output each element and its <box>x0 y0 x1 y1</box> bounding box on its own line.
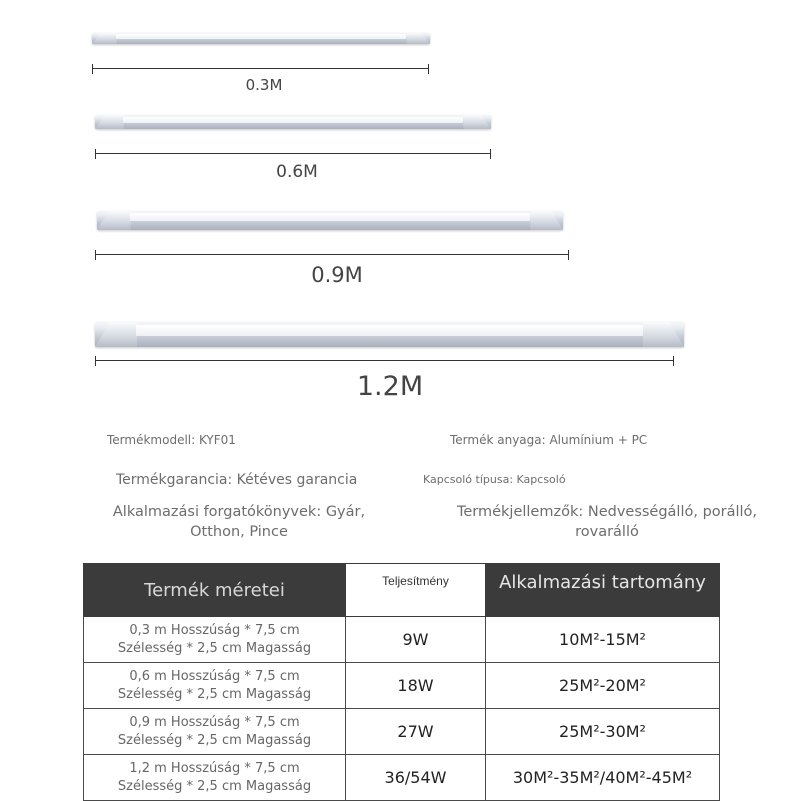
cell-power: 9W <box>346 617 486 663</box>
measure-line-06m <box>95 149 491 159</box>
measure-line-09m <box>95 250 569 260</box>
led-tube-09m <box>97 211 563 230</box>
spec-table <box>83 563 720 801</box>
length-label-06m: 0.6M <box>276 162 318 182</box>
cell-size <box>84 663 346 709</box>
cell-size-line1: 0,6 m Hosszúság * 7,5 cm <box>129 668 300 684</box>
header-area: Alkalmazási tartomány <box>486 564 720 617</box>
spec-scenarios-line1: Alkalmazási forgatókönyvek: Gyár, <box>112 504 366 520</box>
header-size: Termék méretei <box>84 564 346 617</box>
spec-material: Termék anyaga: Alumínium + PC <box>450 433 648 447</box>
cell-size-line1: 1,2 m Hosszúság * 7,5 cm <box>129 760 300 776</box>
table-row <box>84 617 720 663</box>
cell-size-line1: 0,9 m Hosszúság * 7,5 cm <box>129 714 300 730</box>
tube-diffuser <box>130 213 531 221</box>
table-header-row <box>84 564 720 617</box>
table-row <box>84 709 720 755</box>
spec-model: Termékmodell: KYF01 <box>107 433 236 447</box>
cell-power: 36/54W <box>346 755 486 801</box>
cell-power: 27W <box>346 709 486 755</box>
led-tube-06m <box>95 115 491 129</box>
cell-size-line2: Szélesség * 2,5 cm Magasság <box>117 732 312 748</box>
cell-area: 25M²-30M² <box>486 709 720 755</box>
spec-warranty: Termékgarancia: Kétéves garancia <box>116 472 358 488</box>
cell-size-line1: 0,3 m Hosszúság * 7,5 cm <box>129 622 300 638</box>
spec-features <box>440 503 774 542</box>
table-row <box>84 755 720 801</box>
cell-size <box>84 617 346 663</box>
cell-size <box>84 709 346 755</box>
spec-scenarios <box>100 503 378 542</box>
spec-features-line2: rovarálló <box>575 523 639 540</box>
length-label-03m: 0.3M <box>245 76 283 94</box>
tube-diffuser <box>123 117 464 123</box>
cell-area: 25M²-20M² <box>486 663 720 709</box>
header-power: Teljesítmény <box>346 564 486 617</box>
cell-area: 30M²-35M²/40M²-45M² <box>486 755 720 801</box>
cell-power: 18W <box>346 663 486 709</box>
tube-diffuser <box>136 325 643 336</box>
length-label-12m: 1.2M <box>356 371 424 402</box>
measure-line-12m <box>95 356 674 366</box>
cell-size <box>84 755 346 801</box>
spec-scenarios-line2: Otthon, Pince <box>190 523 288 540</box>
led-tube-03m <box>92 33 430 44</box>
measure-line-03m <box>92 64 429 74</box>
cell-size-line2: Szélesség * 2,5 cm Magasság <box>117 686 312 702</box>
spec-switch-type: Kapcsoló típusa: Kapcsoló <box>423 473 566 486</box>
cell-area: 10M²-15M² <box>486 617 720 663</box>
table-row <box>84 663 720 709</box>
cell-size-line2: Szélesség * 2,5 cm Magasság <box>117 778 312 794</box>
spec-features-line1: Termékjellemzők: Nedvességálló, porálló, <box>456 504 758 520</box>
cell-size-line2: Szélesség * 2,5 cm Magasság <box>117 640 312 656</box>
tube-diffuser <box>116 34 407 39</box>
length-label-09m: 0.9M <box>311 263 363 287</box>
led-tube-12m <box>95 322 684 347</box>
